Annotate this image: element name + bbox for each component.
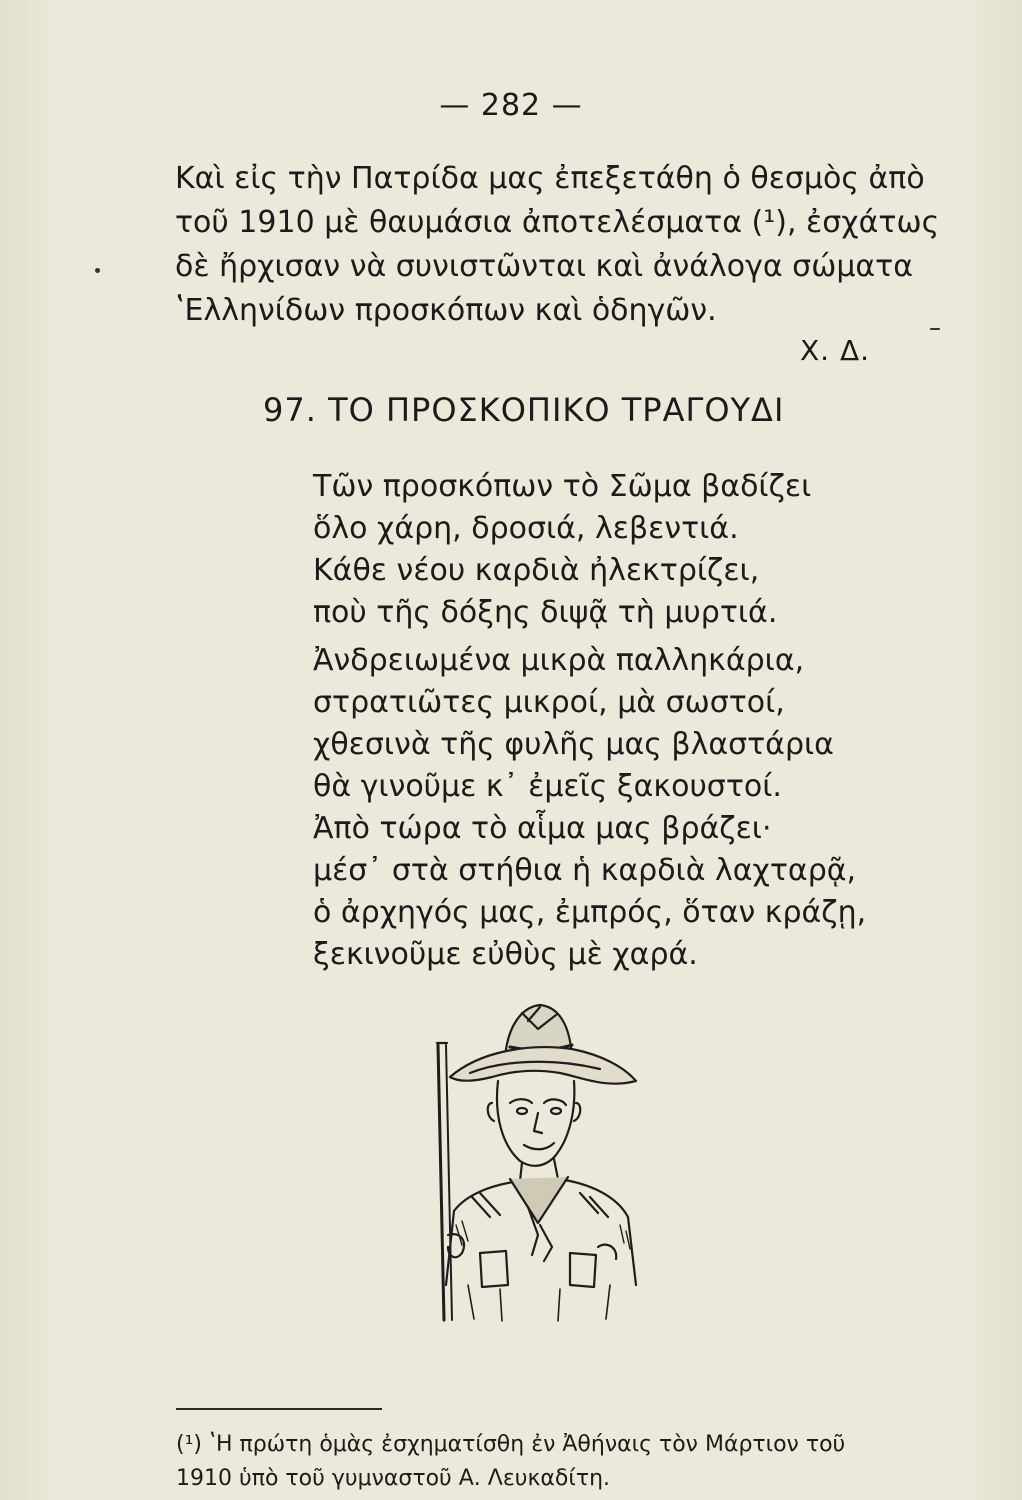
paragraph-line: δὲ ἤρχισαν νὰ συνιστῶνται καὶ ἀνάλογα σώματα <box>175 249 914 284</box>
poem-title: 97. ΤΟ ΠΡΟΣΚΟΠΙΚΟ ΤΡΑΓΟΥΔΙ <box>263 391 785 429</box>
poem-line: Ἀνδρειωμένα μικρὰ παλληκάρια, <box>313 643 805 678</box>
footnote-divider <box>176 1408 382 1410</box>
paragraph-line: Καὶ εἰς τὴν Πατρίδα μας ἐπεξετάθη ὁ θεσμὸς ἀπὸ <box>175 161 925 196</box>
footnote-line: (¹) ʽΗ πρώτη ὁμὰς ἐσχηματίσθη ἐν Ἀθήναις τὸν Μάρτιον τοῦ <box>176 1432 846 1457</box>
print-speck <box>930 328 940 330</box>
poem-line: ποὺ τῆς δόξης διψᾷ τὴ μυρτιά. <box>313 595 778 630</box>
footnote <box>176 1428 896 1496</box>
poem-line: ὁ ἀρχηγός μας, ἐμπρός, ὅταν κράζῃ, <box>313 895 867 930</box>
intro-paragraph <box>175 157 940 333</box>
boy-scout-illustration <box>410 985 650 1325</box>
paragraph-line: τοῦ 1910 μὲ θαυμάσια ἀποτελέσματα (¹), ἐσχάτως <box>175 205 940 240</box>
poem-line: θὰ γινοῦμε κ᾿ ἐμεῖς ξακουστοί. <box>313 769 782 804</box>
poem-line: στρατιῶτες μικροί, μὰ σωστοί, <box>313 685 785 720</box>
poem-line: μέσ᾿ στὰ στήθια ἡ καρδιὰ λαχταρᾷ, <box>313 853 857 888</box>
poem-line: χθεσινὰ τῆς φυλῆς μας βλαστάρια <box>313 727 834 762</box>
poem-line: ὅλο χάρη, δροσιά, λεβεντιά. <box>313 511 739 546</box>
page-number: — 282 — <box>439 88 583 123</box>
poem-line: ξεκινοῦμε εὐθὺς μὲ χαρά. <box>313 937 698 972</box>
print-speck <box>95 268 100 273</box>
poem-line: Τῶν προσκόπων τὸ Σῶμα βαδίζει <box>313 469 812 504</box>
author-initials: Χ. Δ. <box>800 334 871 367</box>
poem-stanza-2 <box>313 640 834 808</box>
paragraph-line: ʽΕλληνίδων προσκόπων καὶ ὁδηγῶν. <box>175 293 717 328</box>
footnote-line: 1910 ὑπὸ τοῦ γυμναστοῦ Α. Λευκαδίτη. <box>176 1466 611 1491</box>
poem-line: Κάθε νέου καρδιὰ ἠλεκτρίζει, <box>313 553 760 588</box>
poem-stanza-1 <box>313 466 811 634</box>
poem-stanza-3 <box>313 808 866 976</box>
poem-line: Ἀπὸ τώρα τὸ αἷμα μας βράζει· <box>313 811 772 846</box>
